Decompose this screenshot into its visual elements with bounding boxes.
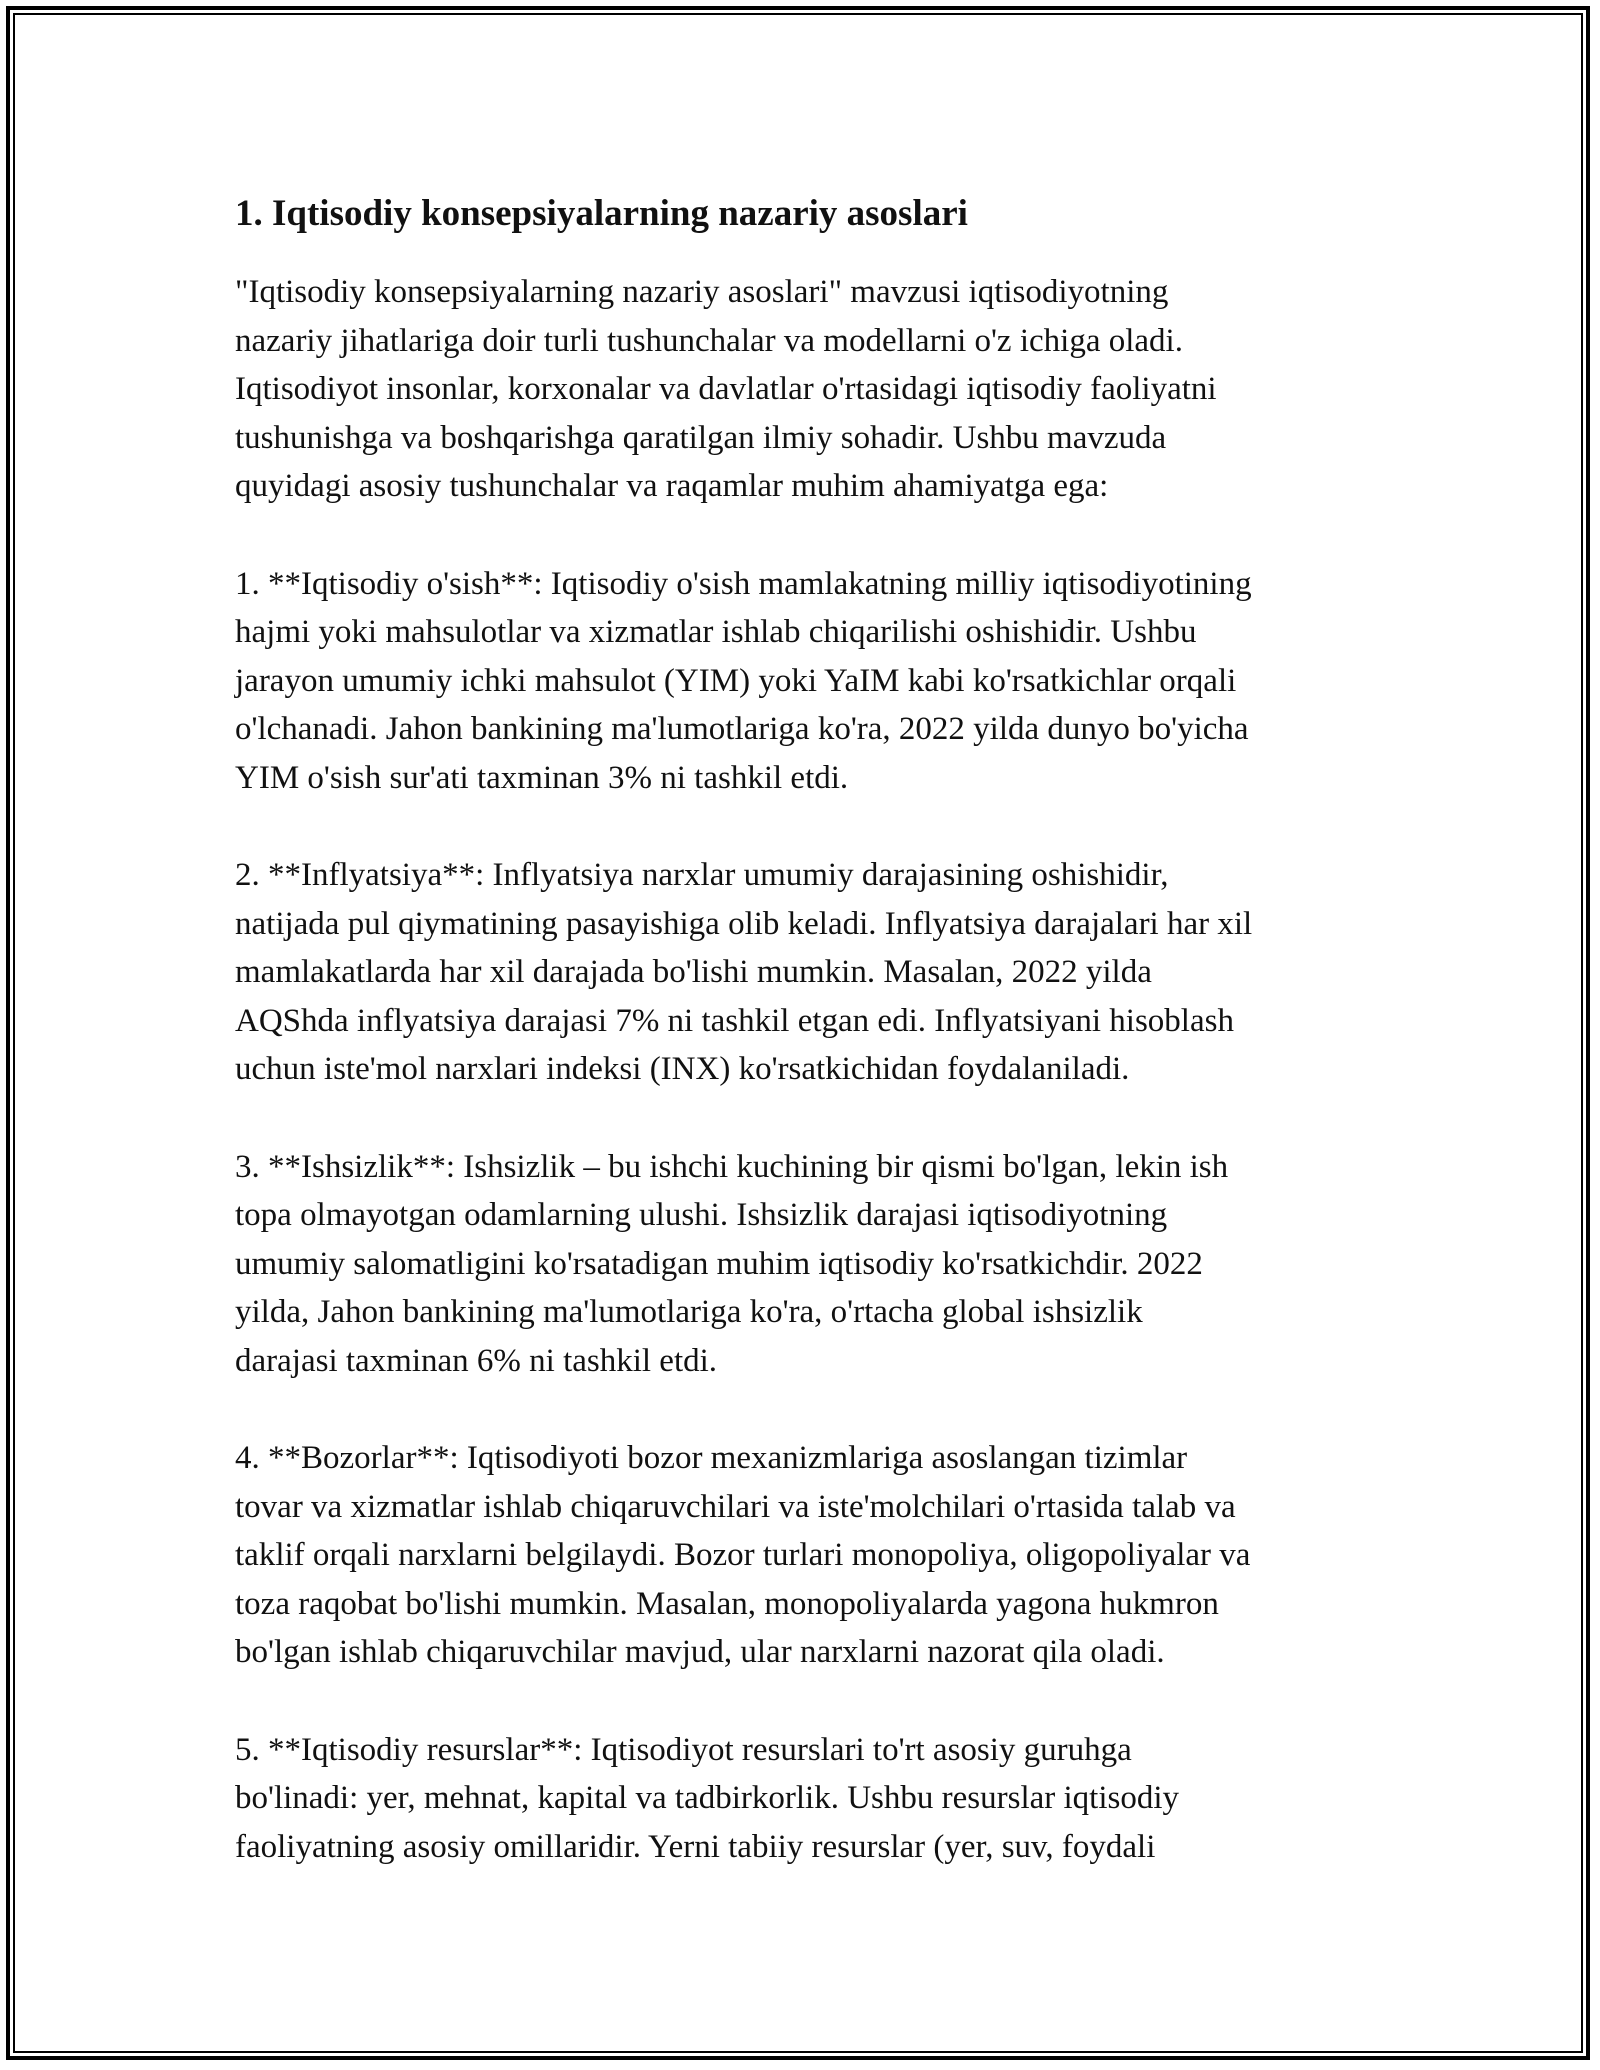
document-body bbox=[235, 190, 1385, 1920]
intro-paragraph: "Iqtisodiy konsepsiyalarning nazariy asoslari" mavzusi iqtisodiyotning nazariy jihatlariga doir turli tushunchalar va modellarni o'z ichiga oladi. Iqtisodiyot insonlar, korxonalar va davlatlar o'rtasidagi iqtisodiy faoliyatni tushunishga va boshqarishga qaratilgan ilmiy sohadir. Ushbu mavzuda quyidagi asosiy tushunchalar va raqamlar muhim ahamiyatga ega: bbox=[235, 274, 1217, 504]
paragraph-unemployment: 3. **Ishsizlik**: Ishsizlik – bu ishchi kuchining bir qismi bo'lgan, lekin ish topa olmayotgan odamlarning ulushi. Ishsizlik darajasi iqtisodiyotning umumiy salomatligini ko'rsatadigan muhim iqtisodiy ko'rsatkichdir. 2022 yilda, Jahon bankining ma'lumotlariga ko'ra, o'rtacha global ishsizlik darajasi taxminan 6% ni tashkil etdi. bbox=[235, 1148, 1229, 1379]
paragraph-economic-resources: 5. **Iqtisodiy resurslar**: Iqtisodiyot resurslari to'rt asosiy guruhga bo'linadi: yer, mehnat, kapital va tadbirkorlik. Ushbu resurslar iqtisodiy faoliyatning asosiy omillaridir. Yerni tabiiy resurslar (yer, suv, foydali bbox=[235, 1731, 1180, 1865]
paragraph-markets: 4. **Bozorlar**: Iqtisodiyoti bozor mexanizmlariga asoslangan tizimlar tovar va xizmatlar ishlab chiqaruvchilari va iste'molchilari o'rtasida talab va taklif orqali narxlarni belgilaydi. Bozor turlari monopoliya, oligopoliyalar va toza raqobat bo'lishi mumkin. Masalan, monopoliyalarda yagona hukmron bo'lgan ishlab chiqaruvchilar mavjud, ular narxlarni nazorat qila oladi. bbox=[235, 1440, 1251, 1670]
section-heading: 1. Iqtisodiy konsepsiyalarning nazariy asoslari bbox=[235, 193, 968, 234]
paragraph-economic-growth: 1. **Iqtisodiy o'sish**: Iqtisodiy o'sish mamlakatning milliy iqtisodiyotining hajmi yoki mahsulotlar va xizmatlar ishlab chiqarilishi oshishidir. Ushbu jarayon umumiy ichki mahsulot (YIM) yoki YaIM kabi ko'rsatkichlar orqali o'lchanadi. Jahon bankining ma'lumotlariga ko'ra, 2022 yilda dunyo bo'yicha YIM o'sish sur'ati taxminan 3% ni tashkil etdi. bbox=[235, 565, 1252, 796]
paragraph-inflation: 2. **Inflyatsiya**: Inflyatsiya narxlar umumiy darajasining oshishidir, natijada pul qiymatining pasayishiga olib keladi. Inflyatsiya darajalari har xil mamlakatlarda har xil darajada bo'lishi mumkin. Masalan, 2022 yilda AQShda inflyatsiya darajasi 7% ni tashkil etgan edi. Inflyatsiyani hisoblash uchun iste'mol narxlari indeksi (INX) ko'rsatkichidan foydalaniladi. bbox=[235, 857, 1253, 1087]
